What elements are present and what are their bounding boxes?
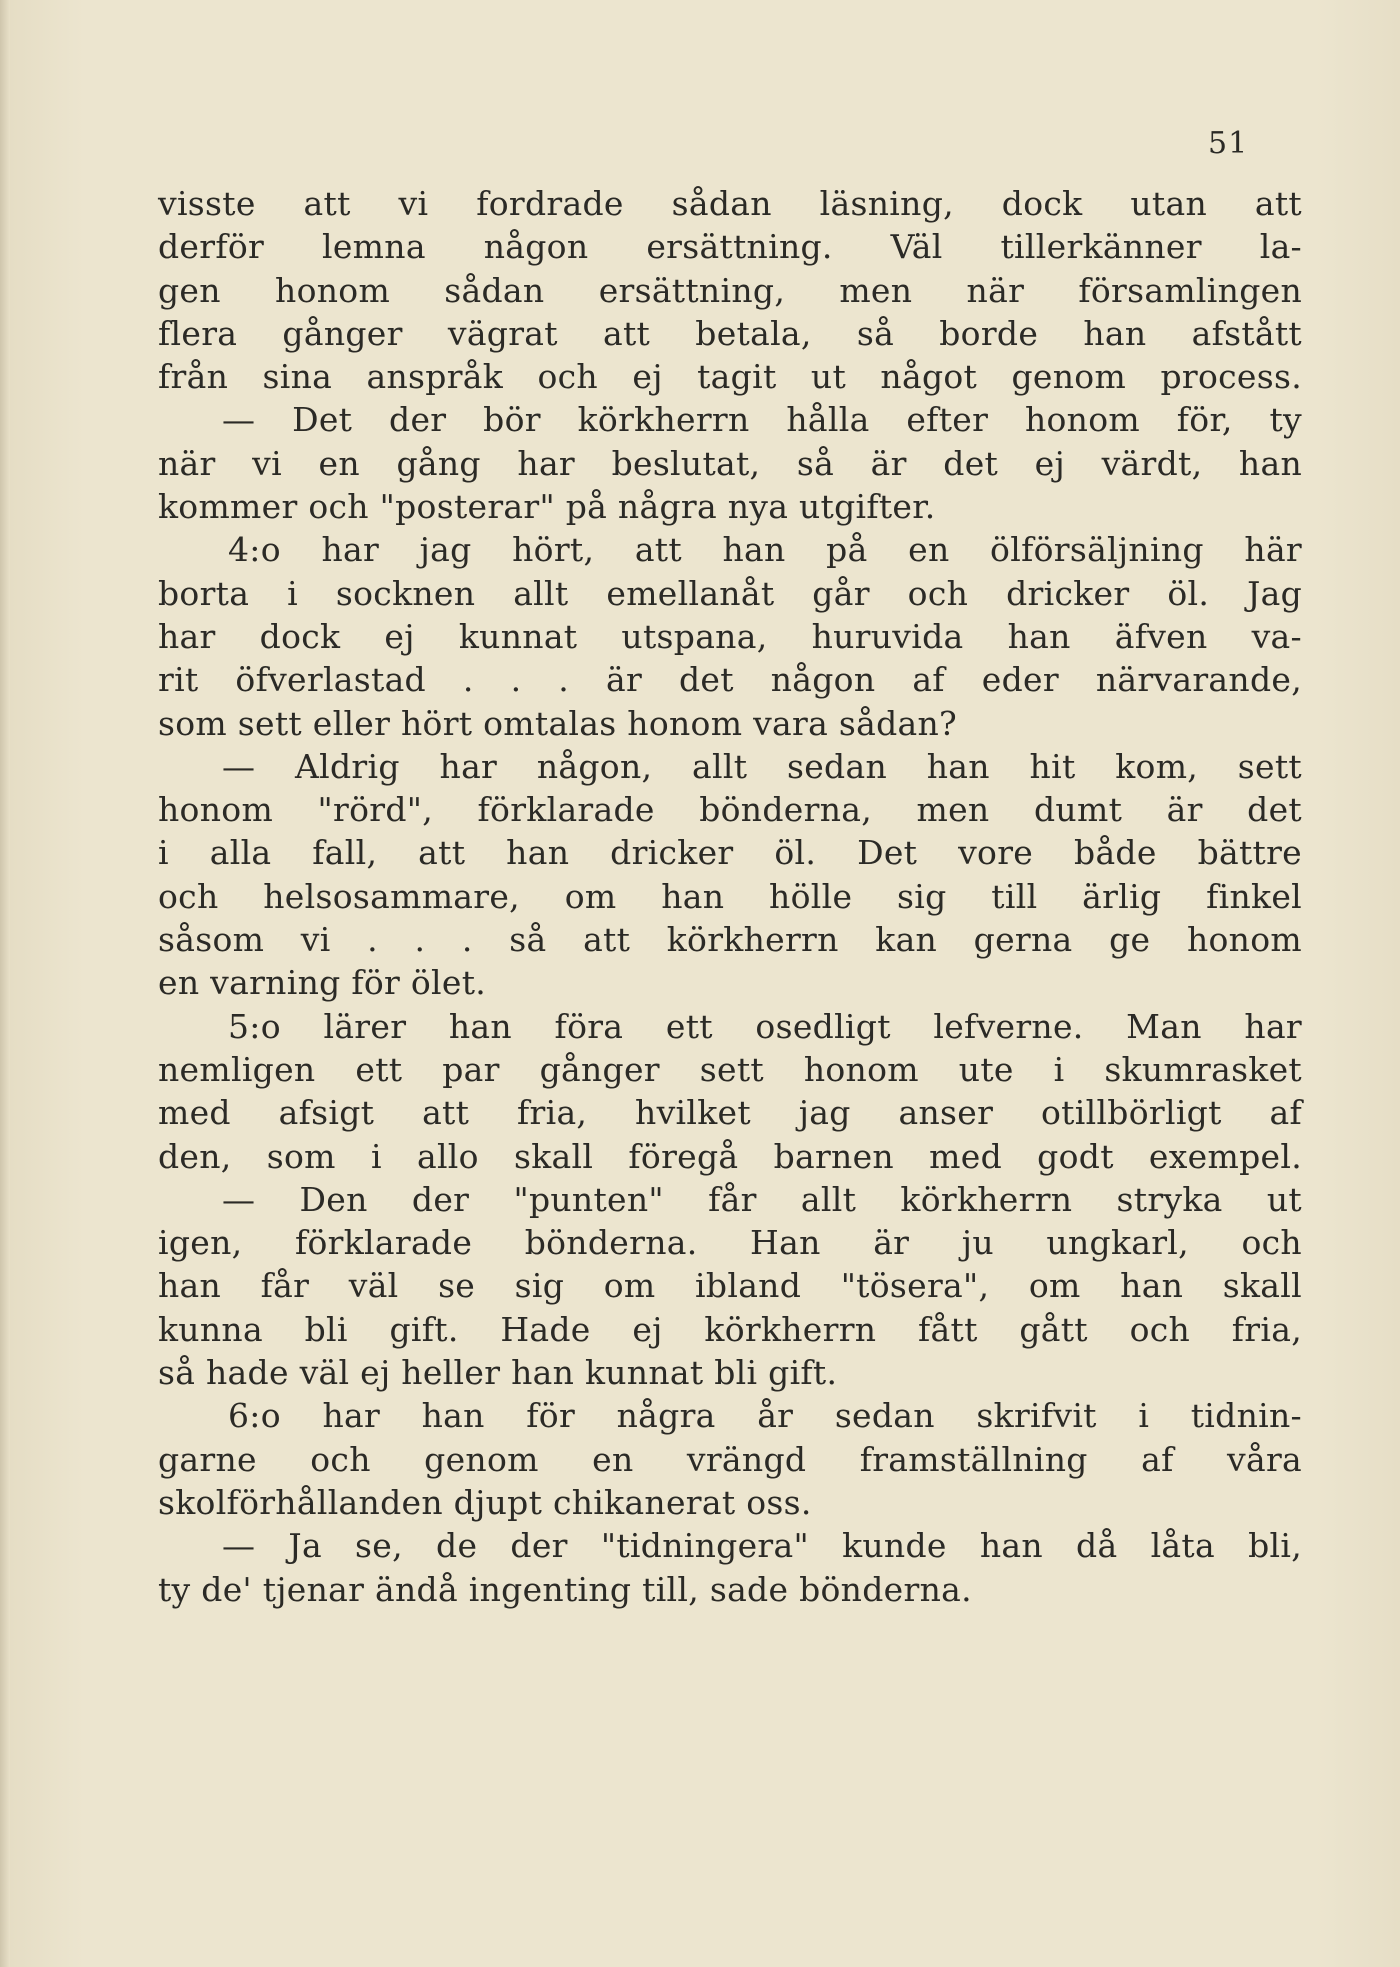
text-line: har dock ej kunnat utspana, huruvida han äfven va- [158,616,1302,656]
text-line: 5:o lärer han föra ett osedligt lefverne. Man har [228,1006,1302,1046]
page-edge [0,0,10,1967]
body-text [158,182,1302,1611]
text-line: gen honom sådan ersättning, men när församlingen [158,270,1302,310]
text-line: en varning för ölet. [158,963,487,1003]
text-line: — Ja se, de der "tidningera" kunde han då låta bli, [222,1526,1302,1566]
text-line: garne och genom en vrängd framställning af våra [158,1439,1302,1479]
text-line: och helsosammare, om han hölle sig till ärlig finkel [158,876,1302,916]
text-line: — Det der bör körkherrn hålla efter honom för, ty [222,400,1302,440]
text-line: såsom vi . . . så att körkherrn kan gerna ge honom [158,920,1302,960]
text-line: derför lemna någon ersättning. Väl tillerkänner la- [158,227,1302,267]
text-line: 4:o har jag hört, att han på en ölförsäljning här [228,530,1302,570]
text-line: — Aldrig har någon, allt sedan han hit kom, sett [222,746,1302,786]
text-line: i alla fall, att han dricker öl. Det vore både bättre [158,833,1302,873]
text-line: ty de' tjenar ändå ingenting till, sade bönderna. [158,1569,972,1609]
text-line: han får väl se sig om ibland "tösera", om han skall [158,1266,1302,1306]
text-line: — Den der "punten" får allt körkherrn stryka ut [222,1179,1302,1219]
text-line: så hade väl ej heller han kunnat bli gift. [158,1353,838,1393]
page-number: 51 [1208,126,1249,161]
text-line: kunna bli gift. Hade ej körkherrn fått gått och fria, [158,1309,1302,1349]
text-line: honom "rörd", förklarade bönderna, men dumt är det [158,790,1302,830]
text-line: 6:o har han för några år sedan skrifvit i tidnin- [228,1396,1302,1436]
text-line: visste att vi fordrade sådan läsning, dock utan att [158,184,1302,223]
text-line: med afsigt att fria, hvilket jag anser otillbörligt af [158,1093,1302,1133]
text-line: från sina anspråk och ej tagit ut något genom process. [158,357,1302,397]
text-line: den, som i allo skall föregå barnen med godt exempel. [158,1136,1302,1176]
text-line: flera gånger vägrat att betala, så borde han afstått [158,313,1302,353]
text-line: som sett eller hört omtalas honom vara sådan? [158,703,958,743]
text-line: borta i socknen allt emellanåt går och dricker öl. Jag [158,573,1302,613]
text-line: kommer och "posterar" på några nya utgifter. [158,487,936,527]
text-line: nemligen ett par gånger sett honom ute i skumrasket [158,1049,1302,1089]
text-line: skolförhållanden djupt chikanerat oss. [158,1482,812,1522]
text-line: rit öfverlastad . . . är det någon af eder närvarande, [158,660,1302,700]
text-line: när vi en gång har beslutat, så är det ej värdt, han [158,443,1302,483]
text-line: igen, förklarade bönderna. Han är ju ungkarl, och [158,1223,1302,1263]
